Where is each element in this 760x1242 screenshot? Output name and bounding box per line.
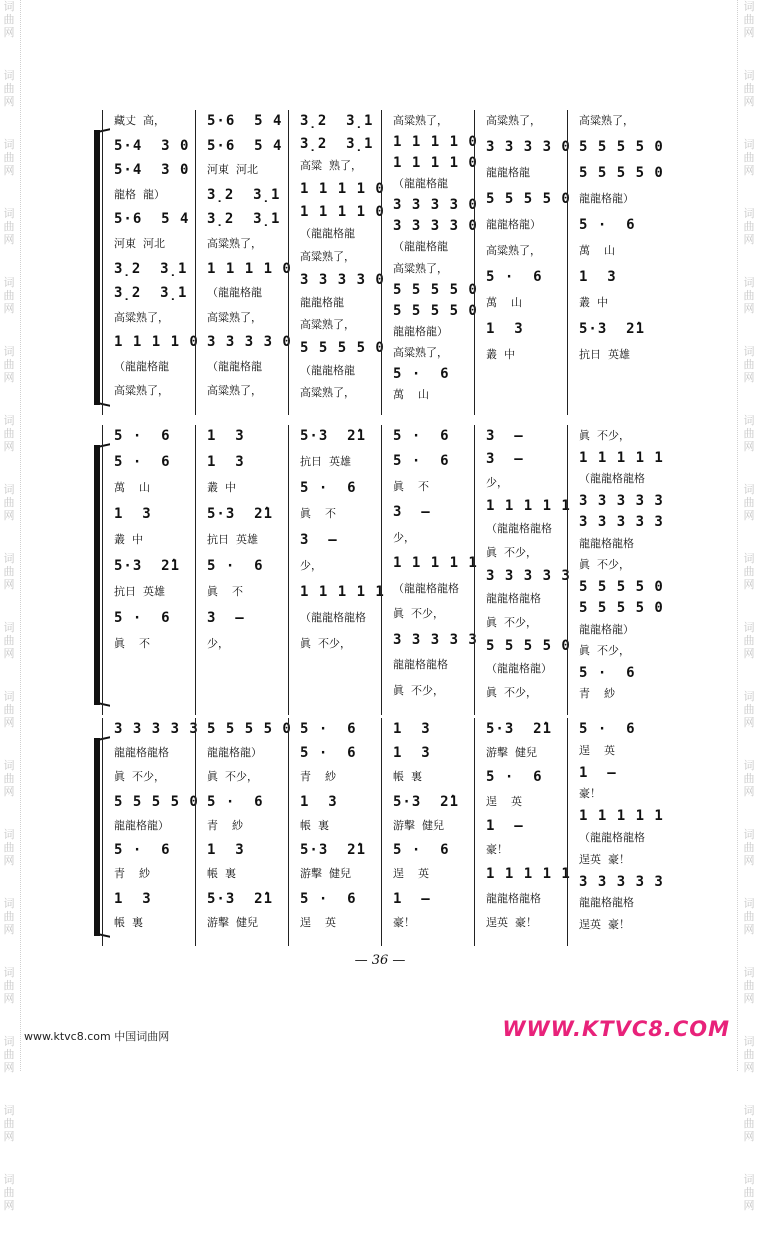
lyric-line: 高粱熟了， (486, 114, 541, 127)
notation-line: 5 5 5 5 0 (579, 139, 664, 155)
lyric-line: 逞 英 (300, 915, 336, 929)
lyric-line: 高粱熟了， (114, 310, 169, 324)
watermark-glyphs: 词 曲 网 (743, 759, 755, 798)
lyric-line: 高粱熟了， (579, 114, 634, 127)
lyric-line: 龍龍格龍格 (579, 896, 634, 910)
watermark-glyphs: 词 曲 网 (3, 1035, 15, 1074)
notation-line: 3 3 3 3 3 (486, 568, 571, 584)
lyric-line: 眞 不 (114, 637, 150, 650)
bar-line (102, 425, 103, 715)
notation-line: 5 · 6 (300, 721, 357, 737)
notation-line: 1 3 (114, 890, 152, 907)
notation-line: 5 · 6 (114, 428, 171, 444)
right-watermark-strip (742, 0, 756, 1242)
lyric-line: 逞英 豪！ (579, 852, 630, 866)
lyric-line: 抗日 英雄 (114, 585, 165, 598)
lyric-line: 高粱熟了， (486, 244, 541, 257)
lyric-line: 龍龍格龍格 (486, 592, 541, 606)
watermark-glyphs: 词 曲 网 (743, 345, 755, 384)
notation-line: 5 · 6 (393, 453, 450, 470)
lyric-line: 叢 中 (579, 296, 608, 309)
notation-line: 5 · 6 (393, 428, 450, 444)
bar-line (474, 425, 475, 715)
notation-line: 5 5 5 5 0 (486, 191, 571, 207)
notation-line: 5·3 2̇1 (207, 890, 274, 907)
lyric-line: 抗日 英雄 (300, 455, 351, 468)
lyric-line: 叢 中 (486, 348, 515, 361)
lyric-line: 龍龍格龍） (579, 192, 634, 205)
lyric-line: 高粱熟了， (393, 261, 448, 275)
notation-line: 1 1 1 1 1 (300, 584, 385, 600)
lyric-line: 龍龍格龍格 (393, 658, 448, 672)
bar-line (567, 110, 568, 415)
lyric-line: 眞 不少， (207, 770, 258, 784)
lyric-line: 龍龍格龍格 (579, 536, 634, 550)
notation-line: 5·3 2̇1 (207, 506, 274, 522)
notation-line: 1 3 (300, 793, 338, 810)
notation-line: 5 · 6 (114, 610, 171, 626)
lyric-line: 眞 不 (393, 479, 429, 493)
lyric-line: （龍龍格龍 (300, 363, 355, 377)
lyric-line: 高粱熟了， (393, 114, 448, 127)
lyric-line: 游擊 健兒 (207, 915, 258, 929)
lyric-line: 高粱熟了， (207, 310, 262, 324)
lyric-line: 河東 河北 (207, 163, 258, 177)
lyric-line: 叢 中 (114, 533, 143, 546)
lyric-line: （龍龍格龍 (393, 240, 448, 254)
lyric-line: 游擊 健兒 (486, 746, 537, 760)
watermark-glyphs: 词 曲 网 (743, 690, 755, 729)
watermark-glyphs: 词 曲 网 (743, 897, 755, 936)
lyric-line: （龍龍格龍 (207, 286, 262, 300)
notation-line: 1 1 1 1 0 (114, 334, 199, 351)
watermark-glyphs: 词 曲 网 (3, 414, 15, 453)
notation-line: 1 3 (579, 269, 617, 285)
footer-site-text: www.ktvc8.com 中国词曲网 (24, 1030, 170, 1043)
bar-line (288, 718, 289, 946)
lyric-line: 豪！ (393, 915, 415, 929)
lyric-line: 青 紗 (207, 818, 243, 832)
lyric-line: 叢 中 (207, 481, 236, 494)
lyric-line: 龍龍格龍格 (114, 746, 169, 760)
watermark-glyphs: 词 曲 网 (3, 552, 15, 591)
notation-line: 5·3 2̇1 (486, 721, 553, 737)
notation-line: 3 3 3 3 3 (579, 514, 664, 531)
bar-line (381, 110, 382, 415)
notation-line: 1 3 (114, 506, 152, 522)
notation-line: 5 · 6 (486, 769, 543, 786)
lyric-line: 河東 河北 (114, 236, 165, 250)
bar-line (195, 425, 196, 715)
left-watermark-strip (2, 0, 16, 1242)
bar-line (381, 718, 382, 946)
notation-line: 5 · 6 (486, 269, 543, 285)
lyric-line: 眞 不少， (579, 558, 630, 572)
notation-line: 3 3 3 3 3 (579, 873, 664, 890)
lyric-line: 龍格 龍） (114, 187, 165, 201)
notation-line: 1 1 1 1 0 (300, 181, 385, 198)
lyric-line: 抗日 英雄 (579, 348, 630, 361)
watermark-glyphs: 词 曲 网 (3, 1104, 15, 1143)
watermark-glyphs: 词 曲 网 (3, 483, 15, 522)
watermark-glyphs: 词 曲 网 (743, 414, 755, 453)
watermark-glyphs: 词 曲 网 (743, 966, 755, 1005)
lyric-line: 高粱熟了， (300, 250, 355, 264)
notation-line: 1 — (579, 764, 617, 781)
bar-line (195, 718, 196, 946)
lyric-line: 青 紗 (114, 867, 150, 881)
notation-line: 5·4 3 0 (114, 137, 190, 154)
notation-line: 5·3 2̇1 (393, 793, 460, 810)
notation-line: 5·3 2̇1 (300, 428, 367, 444)
notation-line: 1 3 (393, 745, 431, 762)
notation-line: 3̣2 3̣1 (114, 285, 188, 302)
watermark-glyphs: 词 曲 网 (3, 828, 15, 867)
notation-line: 5 · 6 (114, 454, 171, 470)
notation-line: 5 5 5 5 0 (579, 578, 664, 595)
lyric-line: 帳 裏 (114, 915, 143, 929)
bar-line (381, 425, 382, 715)
bar-line (288, 110, 289, 415)
lyric-line: 眞 不少， (393, 683, 444, 697)
notation-line: 5 5 5 5 0 (393, 281, 478, 298)
bar-line (474, 110, 475, 415)
notation-line: 1 1 1 1 0 (393, 155, 478, 172)
watermark-glyphs: 词 曲 网 (3, 69, 15, 108)
watermark-glyphs: 词 曲 网 (3, 276, 15, 315)
lyric-line: 高粱熟了， (207, 384, 262, 398)
lyric-line: 眞 不 (207, 585, 243, 598)
lyric-line: 逞英 豪！ (579, 918, 630, 932)
notation-line: 3 3 3 3 3 (393, 631, 478, 648)
notation-line: 5·3 2̇1 (579, 321, 646, 337)
bar-line (567, 718, 568, 946)
lyric-line: （龍龍格龍 (300, 227, 355, 241)
lyric-line: 龍龍格龍格 (486, 891, 541, 905)
notation-line: 5 · 6 (114, 842, 171, 859)
lyric-line: 高粱 熟了， (300, 159, 362, 173)
notation-line: 3 3 3 3 3 (114, 721, 199, 737)
lyric-line: 萬 山 (114, 481, 150, 494)
bar-line (102, 110, 103, 415)
lyric-line: 龍龍格龍 (486, 166, 530, 179)
lyric-line: （龍龍格龍 (114, 359, 169, 373)
notation-line: 5·3 2̇1 (300, 842, 367, 859)
lyric-line: 抗日 英雄 (207, 533, 258, 546)
notation-line: 3 — (486, 451, 524, 468)
notation-line: 1 1 1 1 1 (393, 555, 478, 572)
lyric-line: 青 紗 (300, 770, 336, 784)
watermark-glyphs: 词 曲 网 (743, 1173, 755, 1212)
notation-line: 3 3 3 3 3 (579, 492, 664, 509)
lyric-line: 少， (300, 559, 322, 572)
lyric-line: （龍龍格龍格 (393, 581, 459, 595)
watermark-glyphs: 词 曲 网 (3, 0, 15, 39)
lyric-line: （龍龍格龍） (486, 662, 552, 676)
score-system-1 (94, 110, 674, 415)
watermark-glyphs: 词 曲 网 (743, 207, 755, 246)
lyric-line: 少， (486, 475, 508, 489)
lyric-line: 龍龍格龍） (114, 818, 169, 832)
lyric-line: 龍龍格龍） (486, 218, 541, 231)
watermark-glyphs: 词 曲 网 (3, 207, 15, 246)
watermark-glyphs: 词 曲 网 (3, 138, 15, 177)
lyric-line: （龍龍格龍 (207, 359, 262, 373)
lyric-line: 眞 不少， (486, 545, 537, 559)
notation-line: 5 · 6 (300, 745, 357, 762)
notation-line: 3 — (300, 532, 338, 548)
notation-line: 5 · 6 (579, 664, 636, 681)
notation-line: 3 3 3 3 0 (207, 334, 292, 351)
notation-line: 1 3 (207, 428, 245, 444)
lyric-line: 逞 英 (486, 794, 522, 808)
lyric-line: （龍龍格龍格 (300, 611, 366, 624)
notation-line: 1 1 1 1 1 (579, 808, 664, 825)
lyric-line: 龍龍格龍） (579, 622, 634, 636)
notation-line: 5 5 5 5 0 (486, 638, 571, 654)
notation-line: 1 1 1 1 0 (207, 260, 292, 277)
lyric-line: 藏丈 高， (114, 114, 165, 127)
watermark-glyphs: 词 曲 网 (3, 345, 15, 384)
watermark-glyphs: 词 曲 网 (743, 0, 755, 39)
lyric-line: 逞 英 (393, 867, 429, 881)
lyric-line: （龍龍格龍 (393, 177, 448, 191)
lyric-line: 眞 不少， (486, 615, 537, 629)
notation-line: 3 3 3 3 0 (393, 197, 478, 214)
lyric-line: 帳 裏 (300, 818, 329, 832)
watermark-glyphs: 词 曲 网 (743, 552, 755, 591)
notation-line: 5 · 6 (393, 365, 450, 382)
watermark-glyphs: 词 曲 网 (743, 483, 755, 522)
notation-line: 5 5 5 5 0 (207, 721, 292, 737)
system-bracket (94, 738, 100, 936)
lyric-line: 眞 不少， (114, 770, 165, 784)
watermark-glyphs: 词 曲 网 (3, 966, 15, 1005)
notation-line: 3̣2 3̣1 (207, 186, 281, 203)
notation-line: 3 3 3 3 0 (300, 271, 385, 288)
lyric-line: 萬 山 (579, 244, 615, 257)
notation-line: 5 · 6 (579, 721, 636, 737)
notation-line: 1 3 (207, 842, 245, 859)
lyric-line: 眞 不少， (579, 644, 630, 658)
notation-line: 5 5 5 5 0 (114, 793, 199, 810)
lyric-line: 眞 不少， (486, 685, 537, 699)
notation-line: 5 · 6 (300, 890, 357, 907)
watermark-glyphs: 词 曲 网 (743, 1104, 755, 1143)
watermark-glyphs: 词 曲 网 (743, 828, 755, 867)
notation-line: 1 1 1 1 1 (486, 498, 571, 514)
notation-line: 1 1 1 1 0 (300, 203, 385, 220)
notation-line: 1 3 (393, 721, 431, 737)
notation-line: 5·3 2̇1 (114, 558, 181, 574)
notation-line: 3 — (393, 504, 431, 521)
bar-line (474, 718, 475, 946)
lyric-line: 少， (393, 530, 415, 544)
lyric-line: 眞 不少， (393, 607, 444, 621)
footer-site-logo: WWW.KTVC8.COM (502, 1017, 730, 1041)
system-bracket (94, 130, 100, 405)
notation-line: 5 · 6 (207, 558, 264, 574)
lyric-line: 游擊 健兒 (393, 818, 444, 832)
lyric-line: 高粱熟了， (207, 236, 262, 250)
score-system-3 (94, 718, 674, 946)
watermark-glyphs: 词 曲 网 (743, 621, 755, 660)
lyric-line: 帳 裏 (207, 867, 236, 881)
bar-line (288, 425, 289, 715)
lyric-line: 帳 裏 (393, 770, 422, 784)
left-margin-line (20, 0, 21, 1071)
lyric-line: 逞英 豪！ (486, 915, 537, 929)
lyric-line: 逞 英 (579, 743, 615, 757)
watermark-glyphs: 词 曲 网 (743, 1035, 755, 1074)
notation-line: 5 5 5 5 0 (300, 339, 385, 356)
lyric-line: （龍龍格龍格 (486, 522, 552, 536)
lyric-line: 高粱熟了， (393, 345, 448, 359)
lyric-line: （龍龍格龍格 (579, 472, 645, 486)
notation-line: 5·6 5 4 (207, 113, 283, 129)
notation-line: 3 — (207, 610, 245, 626)
lyric-line: 龍龍格龍） (207, 746, 262, 760)
notation-line: 1 — (393, 890, 431, 907)
notation-line: 1 1 1 1 0 (393, 134, 478, 151)
notation-line: 5 5 5 5 0 (579, 165, 664, 181)
lyric-line: （龍龍格龍格 (579, 831, 645, 844)
notation-line: 5 · 6 (300, 480, 357, 496)
lyric-line: 高粱熟了， (114, 384, 169, 398)
notation-line: 5·6 5 4 (207, 137, 283, 154)
lyric-line: 高粱熟了， (300, 318, 355, 332)
watermark-glyphs: 词 曲 网 (743, 276, 755, 315)
notation-line: 3̣2 3̣1 (207, 211, 281, 228)
lyric-line: 眞 不少， (300, 637, 351, 650)
watermark-glyphs: 词 曲 网 (3, 621, 15, 660)
lyric-line: 萬 山 (486, 296, 522, 309)
notation-line: 3 3 3 3 0 (393, 218, 478, 235)
bar-line (195, 110, 196, 415)
lyric-line: 豪！ (579, 787, 601, 801)
watermark-glyphs: 词 曲 网 (743, 138, 755, 177)
watermark-glyphs: 词 曲 网 (3, 1173, 15, 1212)
notation-line: 3̣2 3̣1 (300, 135, 374, 152)
notation-line: 3 3 3 3 0 (486, 139, 571, 155)
notation-line: 5 · 6 (579, 217, 636, 233)
lyric-line: 眞 不少， (579, 429, 630, 442)
score-system-2 (94, 425, 674, 715)
lyric-line: 豪！ (486, 843, 508, 857)
lyric-line: 萬 山 (393, 387, 429, 401)
notation-line: 3̣2 3̣1 (114, 260, 188, 277)
lyric-line: 眞 不 (300, 507, 336, 520)
lyric-line: 青 紗 (579, 687, 615, 701)
notation-line: 3̣2 3̣1 (300, 113, 374, 129)
lyric-line: 龍龍格龍 (300, 295, 344, 309)
lyric-line: 游擊 健兒 (300, 867, 351, 881)
system-bracket (94, 445, 100, 705)
notation-line: 1 1 1 1 1 (486, 866, 571, 883)
watermark-glyphs: 词 曲 网 (743, 69, 755, 108)
bar-line (102, 718, 103, 946)
right-margin-line (737, 0, 738, 1071)
notation-line: 3 — (486, 428, 524, 444)
watermark-glyphs: 词 曲 网 (3, 690, 15, 729)
notation-line: 1 3 (486, 321, 524, 337)
lyric-line: 少， (207, 637, 229, 650)
notation-line: 5 5 5 5 0 (579, 600, 664, 617)
watermark-glyphs: 词 曲 网 (3, 897, 15, 936)
lyric-line: 龍龍格龍） (393, 324, 448, 338)
bar-line (567, 425, 568, 715)
notation-line: 1 3 (207, 454, 245, 470)
notation-line: 1 1 1 1 1 (579, 449, 664, 466)
watermark-glyphs: 词 曲 网 (3, 759, 15, 798)
notation-line: 1 — (486, 817, 524, 834)
lyric-line: 高粱熟了， (300, 386, 355, 400)
page-number: — 36 — (354, 953, 406, 968)
notation-line: 5·6 5 4 (114, 211, 190, 228)
notation-line: 5 · 6 (393, 842, 450, 859)
notation-line: 5 5 5 5 0 (393, 302, 478, 319)
notation-line: 5·4 3 0 (114, 162, 190, 179)
notation-line: 5 · 6 (207, 793, 264, 810)
